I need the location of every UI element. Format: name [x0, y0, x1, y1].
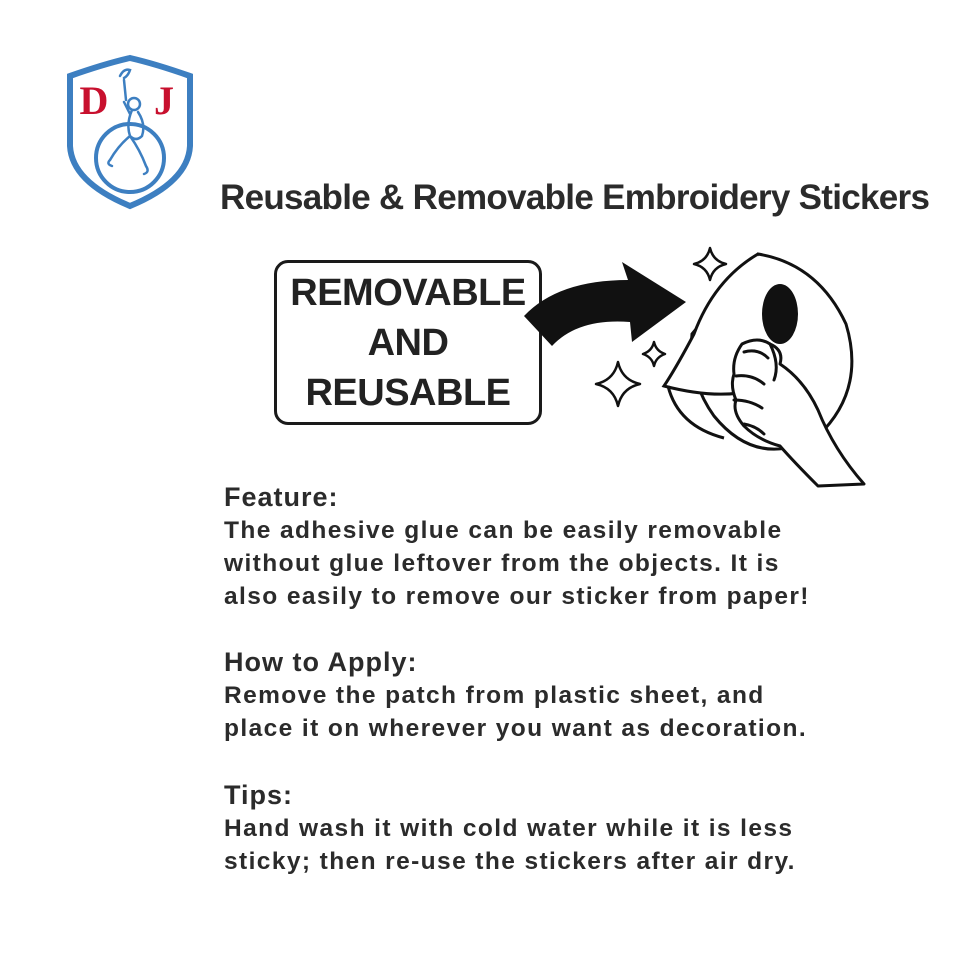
shield-icon	[64, 54, 196, 210]
tips-line: Hand wash it with cold water while it is less	[224, 815, 794, 842]
how-to-apply-section	[224, 645, 924, 745]
badge-line-1: REMOVABLE	[290, 271, 526, 314]
badge-line-3: REUSABLE	[305, 371, 511, 414]
logo-letter-d: D	[79, 78, 109, 123]
apply-line: place it on wherever you want as decoration.	[224, 715, 808, 742]
feature-section	[224, 480, 924, 613]
apply-line: Remove the patch from plastic sheet, and	[224, 682, 765, 709]
feature-line: without glue leftover from the objects. It is	[224, 550, 780, 577]
page-title: Reusable & Removable Embroidery Stickers	[220, 178, 930, 217]
feature-line: The adhesive glue can be easily removable	[224, 517, 783, 544]
tips-section	[224, 778, 924, 878]
tips-line: sticky; then re-use the stickers after air dry.	[224, 848, 796, 875]
tips-heading: Tips:	[224, 780, 294, 810]
removable-reusable-badge	[274, 260, 542, 425]
peeling-sticker-illustration	[518, 240, 878, 495]
arrow-icon	[524, 262, 686, 346]
feature-line: also easily to remove our sticker from paper!	[224, 583, 810, 610]
brand-logo	[64, 54, 196, 210]
badge-line-2: AND	[367, 321, 449, 364]
apply-heading: How to Apply:	[224, 647, 418, 677]
feature-heading: Feature:	[224, 482, 339, 512]
logo-letter-j: J	[154, 78, 174, 123]
